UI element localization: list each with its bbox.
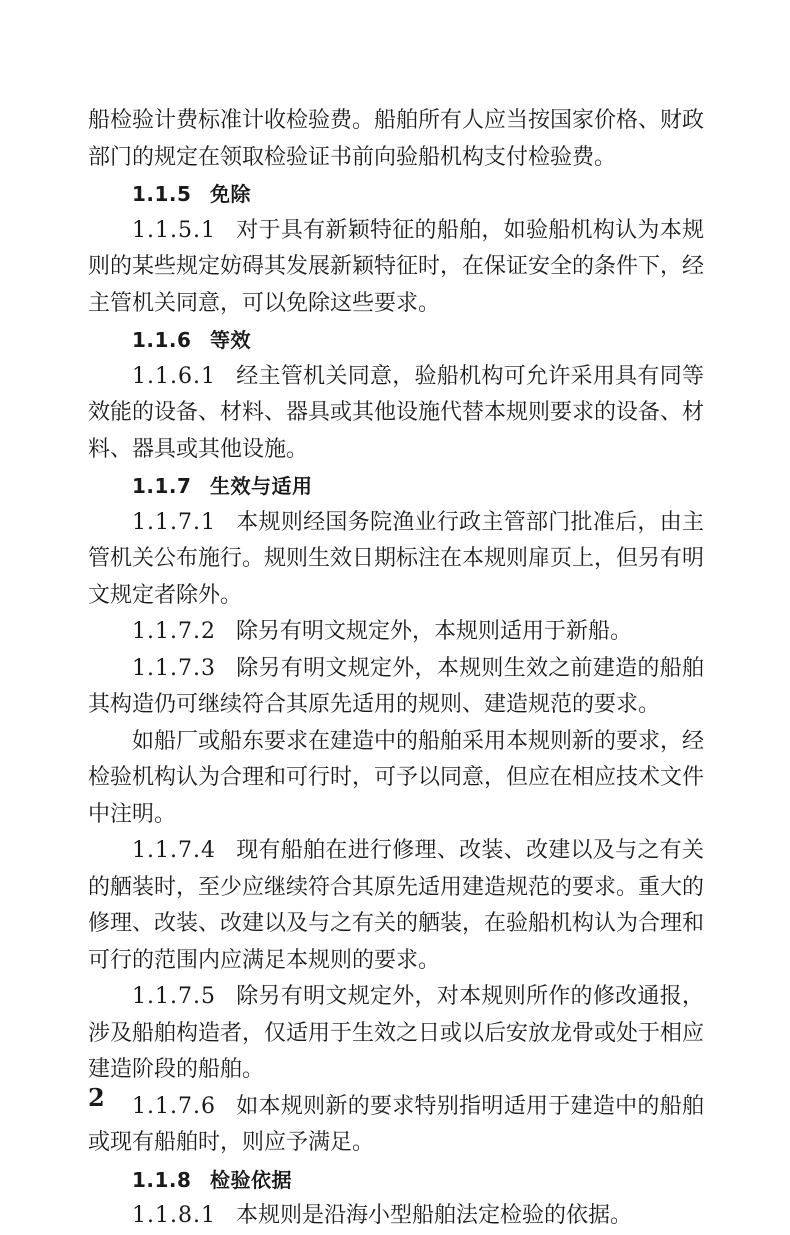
clause-paragraph <box>88 1198 704 1235</box>
clause-paragraph <box>88 979 704 1089</box>
clause-paragraph <box>88 359 704 469</box>
clause-number: 1.1.7.5 <box>132 984 216 1009</box>
section-title: 生效与适用 <box>210 474 313 498</box>
clause-paragraph <box>88 651 704 724</box>
clause-text: 除另有明文规定外，对本规则所作的修改通报，涉及船舶构造者，仅适用于生效之日或以后安放龙骨或处于相应建造阶段的船舶。 <box>88 984 705 1082</box>
paragraph-text: 如船厂或船东要求在建造中的船舶采用本规则新的要求，经检验机构认为合理和可行时，可予以同意，但应在相应技术文件中注明。 <box>88 728 705 827</box>
section-number: 1.1.8 <box>132 1167 192 1192</box>
section-number: 1.1.5 <box>132 182 192 206</box>
paragraph <box>88 724 704 834</box>
paragraph <box>88 103 704 176</box>
clause-paragraph <box>88 1089 704 1162</box>
section-title: 检验依据 <box>210 1167 292 1192</box>
clause-paragraph <box>88 833 704 979</box>
clause-text: 除另有明文规定外，本规则生效之前建造的船舶其构造仍可继续符合其原先适用的规则、建造规范的要求。 <box>88 655 704 717</box>
clause-number: 1.1.6.1 <box>132 363 216 389</box>
section-heading <box>88 176 704 213</box>
clause-number: 1.1.8.1 <box>132 1203 216 1228</box>
section-heading <box>88 322 704 359</box>
clause-number: 1.1.7.4 <box>132 838 216 863</box>
clause-number: 1.1.7.6 <box>132 1093 216 1119</box>
section-title: 等效 <box>210 328 251 352</box>
clause-number: 1.1.7.2 <box>132 619 216 644</box>
clause-number: 1.1.7.3 <box>132 655 216 681</box>
clause-paragraph <box>88 213 704 323</box>
clause-number: 1.1.5.1 <box>132 217 216 243</box>
clause-text: 如本规则新的要求特别指明适用于建造中的船舶或现有船舶时，则应予满足。 <box>88 1093 704 1155</box>
section-heading <box>88 468 704 505</box>
clause-text: 现有船舶在进行修理、改装、改建以及与之有关的舾装时，至少应继续符合其原先适用建造规范的要求。重大的修理、改装、改建以及与之有关的舾装，在验船机构认为合理和可行的范围内应满足本规则的要求。 <box>88 838 705 973</box>
clause-number: 1.1.7.1 <box>132 509 216 535</box>
clause-text: 本规则是沿海小型船舶法定检验的依据。 <box>235 1203 632 1228</box>
clause-paragraph <box>88 505 704 615</box>
page-number: 2 <box>88 1083 105 1112</box>
clause-paragraph <box>88 614 704 651</box>
section-heading <box>88 1162 704 1199</box>
paragraph-text: 船检验计费标准计收检验费。船舶所有人应当按国家价格、财政部门的规定在领取检验证书前向验船机构支付检验费。 <box>88 108 705 170</box>
section-number: 1.1.7 <box>132 474 192 498</box>
section-title: 免除 <box>210 182 251 206</box>
section-number: 1.1.6 <box>132 328 192 352</box>
clause-text: 除另有明文规定外，本规则适用于新船。 <box>235 619 632 644</box>
clause-text: 经主管机关同意，验船机构可允许采用具有同等效能的设备、材料、器具或其他设施代替本规则要求的设备、材料、器具或其他设施。 <box>88 363 705 462</box>
clause-text: 对于具有新颖特征的船舶，如验船机构认为本规则的某些规定妨碍其发展新颖特征时，在保证安全的条件下，经主管机关同意，可以免除这些要求。 <box>88 217 705 316</box>
body-text <box>88 103 704 1235</box>
clause-text: 本规则经国务院渔业行政主管部门批准后，由主管机关公布施行。规则生效日期标注在本规则扉页上，但另有明文规定者除外。 <box>88 509 705 608</box>
